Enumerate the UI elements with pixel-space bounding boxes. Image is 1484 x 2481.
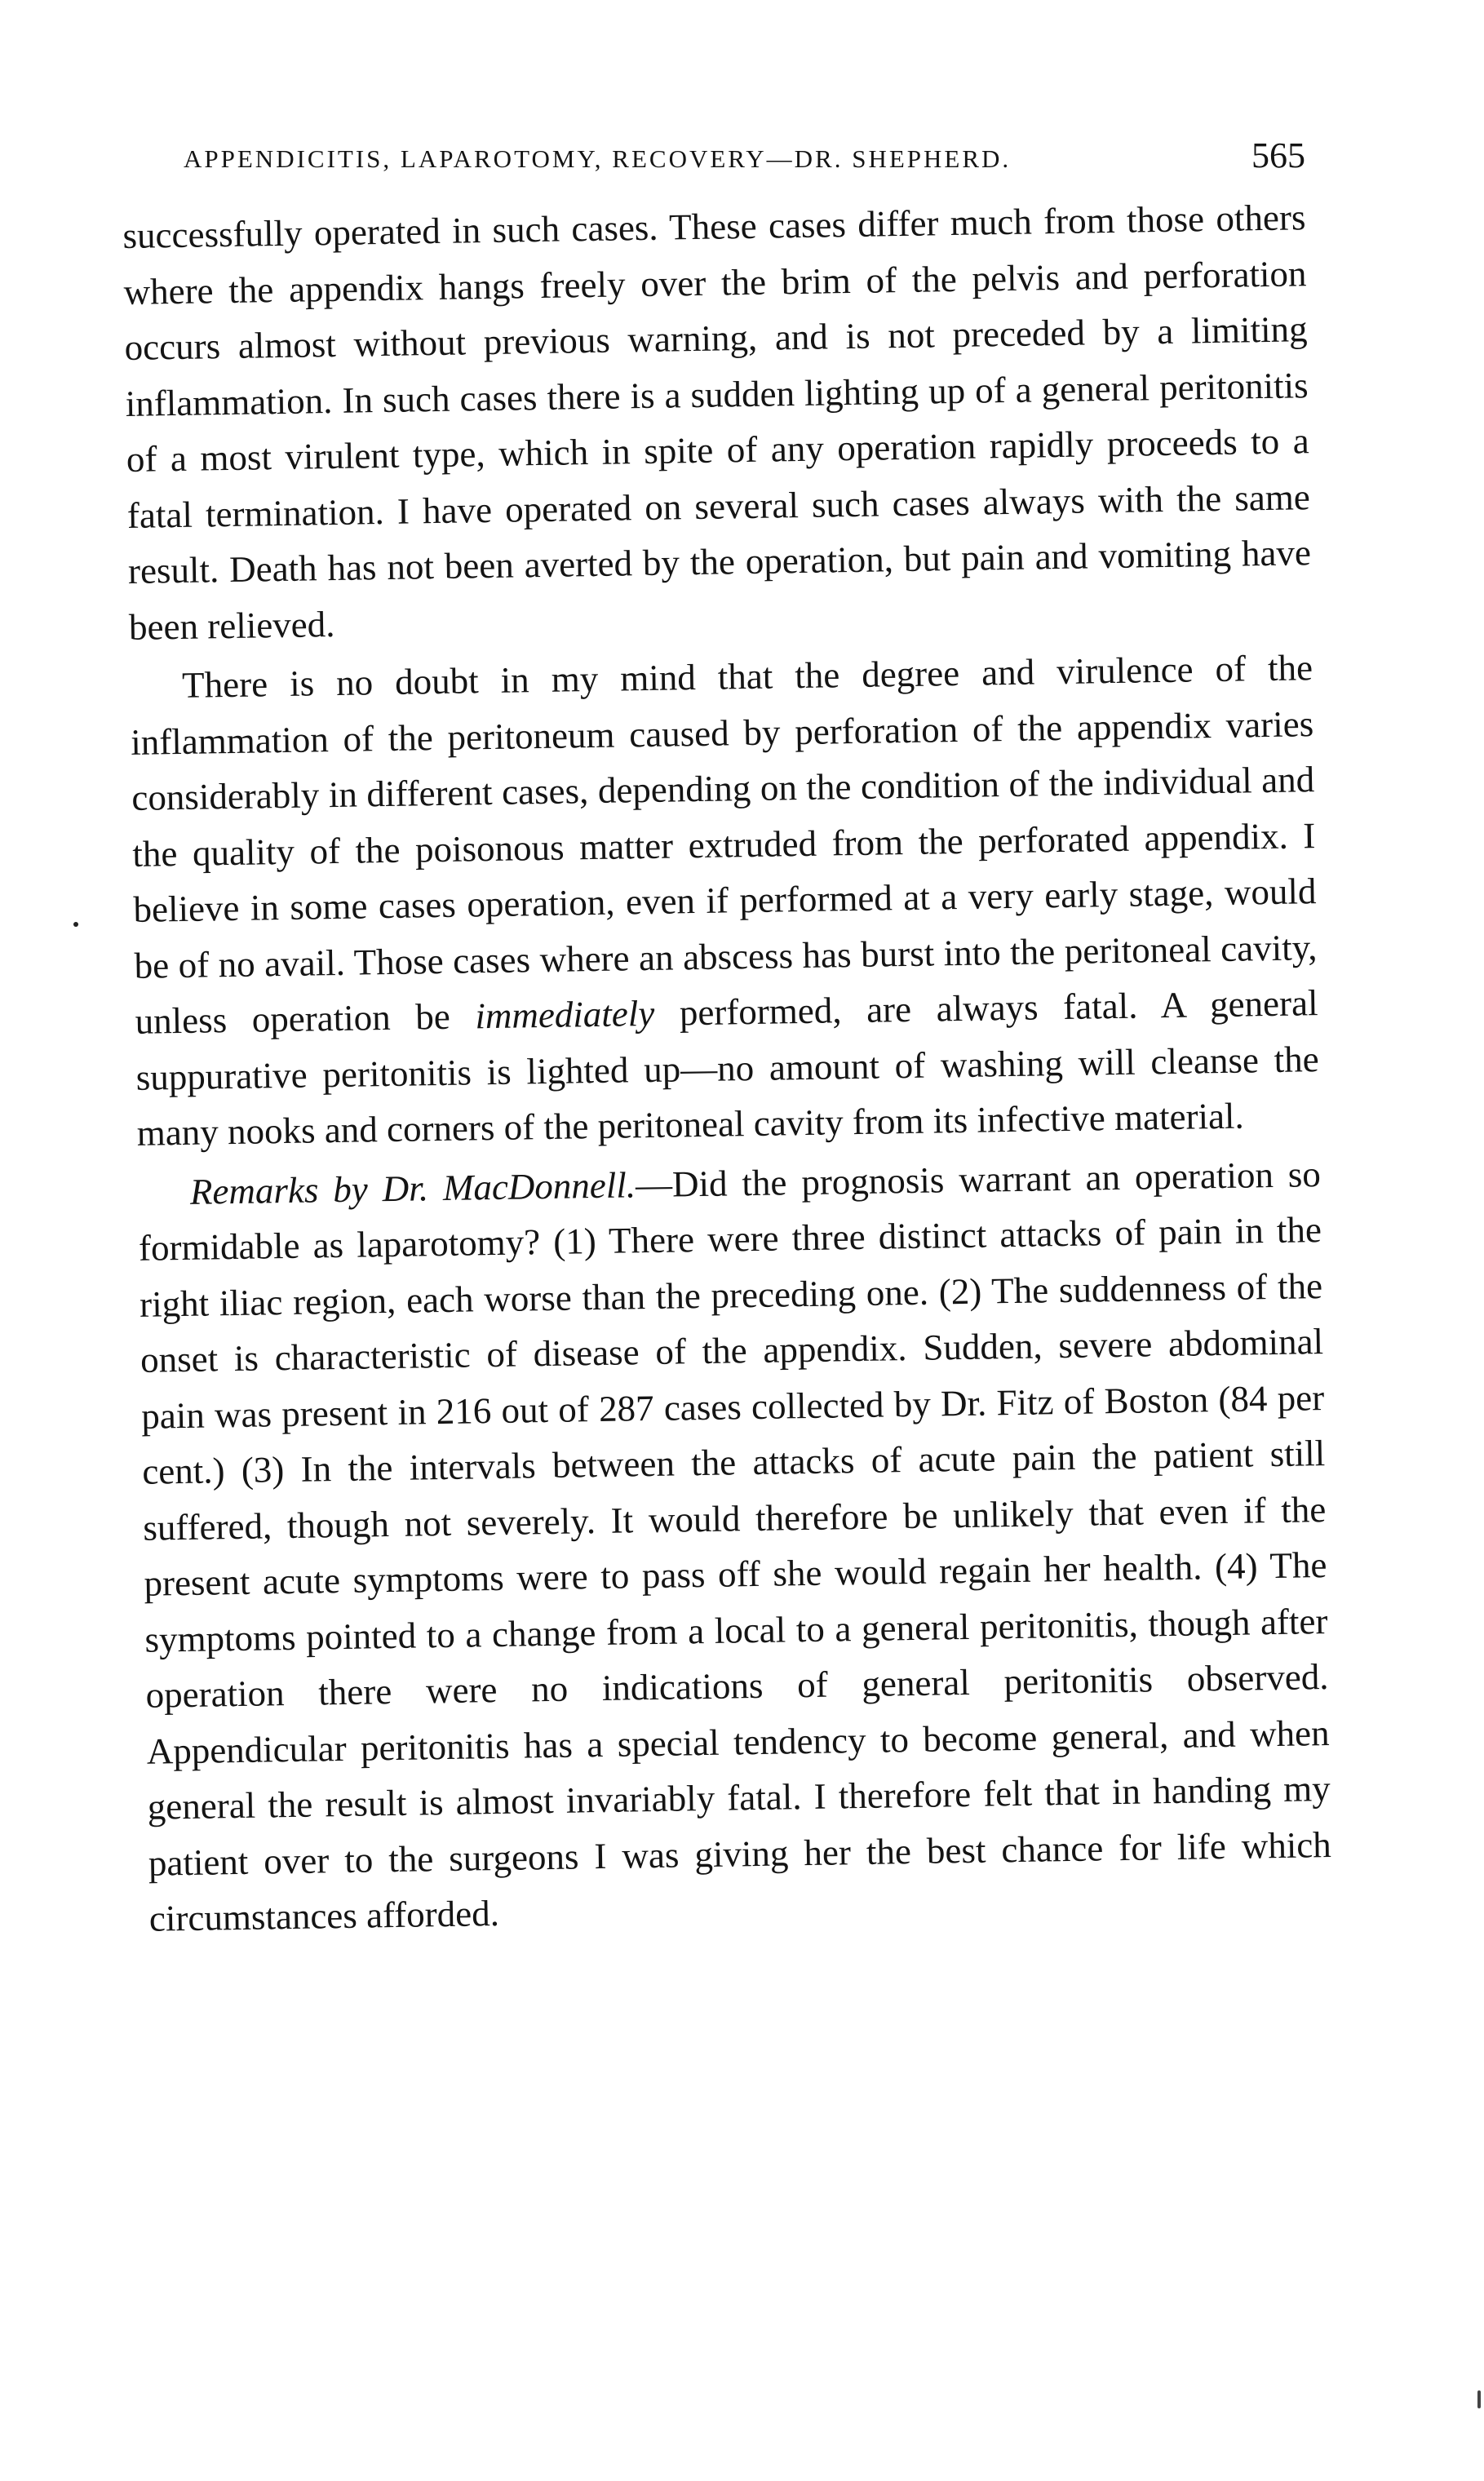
paragraph-2-emphasis: immediately xyxy=(474,992,655,1037)
remarks-heading: Remarks by Dr. MacDonnell. xyxy=(189,1163,636,1212)
body-text xyxy=(122,189,1332,1947)
paragraph-2-text-a: There is no doubt in my mind that the degree and virulence of the inflammation of the peritoneum caused by perforation of the appendix varies considerably in different cases, depending on the condition of the individual and the quality of the poisonous matter extruded from the perforated appendix. I believe in some cases operation, even if performed at a very early stage, would be of no avail. Those cases where an abscess has burst into the peritoneal cavity, unless operation be xyxy=(130,647,1318,1042)
paragraph-1: successfully operated in such cases. These cases differ much from those others where the appendix hangs freely over the brim of the pelvis and perforation occurs almost without previous warning, and is not preceded by a limiting inflammation. In such cases there is a sudden lighting up of a general peritonitis of a most virulent type, which in spite of any operation rapidly proceeds to a fatal termination. I have operated on several such cases always with the same result. Death has not been averted by the operation, but pain and vomiting have been relieved. xyxy=(122,197,1312,648)
paragraph-3-text: —Did the prognosis warrant an operation so formidable as laparotomy? (1) There were three distinct attacks of pain in the right iliac region, each worse than the preceding one. (2) The suddenness of the onset is characteristic of disease of the appendix. Sudden, severe abdominal pain was present in 216 out of 287 cases collected by Dr. Fitz of Boston (84 per cent.) (3) In the intervals between the attacks of acute pain the patient still suffered, though not severely. It would therefore be unlikely that even if the present acute symptoms were to pass off she would regain her health. (4) The symptoms pointed to a change from a local to a general peritonitis, though after operation there were no indications of general peritonitis observed. Appendicular peritonitis has a special tendency to become general, and when general the result is almost invariably fatal. I therefore felt that in handing my patient over to the surgeons I was giving her the best chance for life which circumstances afforded. xyxy=(138,1153,1332,1939)
paragraph-3 xyxy=(137,1146,1332,1947)
running-head xyxy=(122,135,1305,192)
running-title: APPENDICITIS, LAPAROTOMY, RECOVERY—DR. SHEPHERD. xyxy=(184,144,1012,173)
edge-mark xyxy=(1477,2390,1481,2408)
page-number: 565 xyxy=(1251,135,1305,175)
paragraph-2 xyxy=(130,640,1321,1161)
paragraph-2-text-b: performed, are always fatal. A general suppurative peritonitis is lighted up—no amount of washing will cleanse the many nooks and corners of the peritoneal cavity from its infective material. xyxy=(135,982,1319,1154)
ink-speck xyxy=(73,922,78,927)
document-page xyxy=(122,135,1332,2419)
